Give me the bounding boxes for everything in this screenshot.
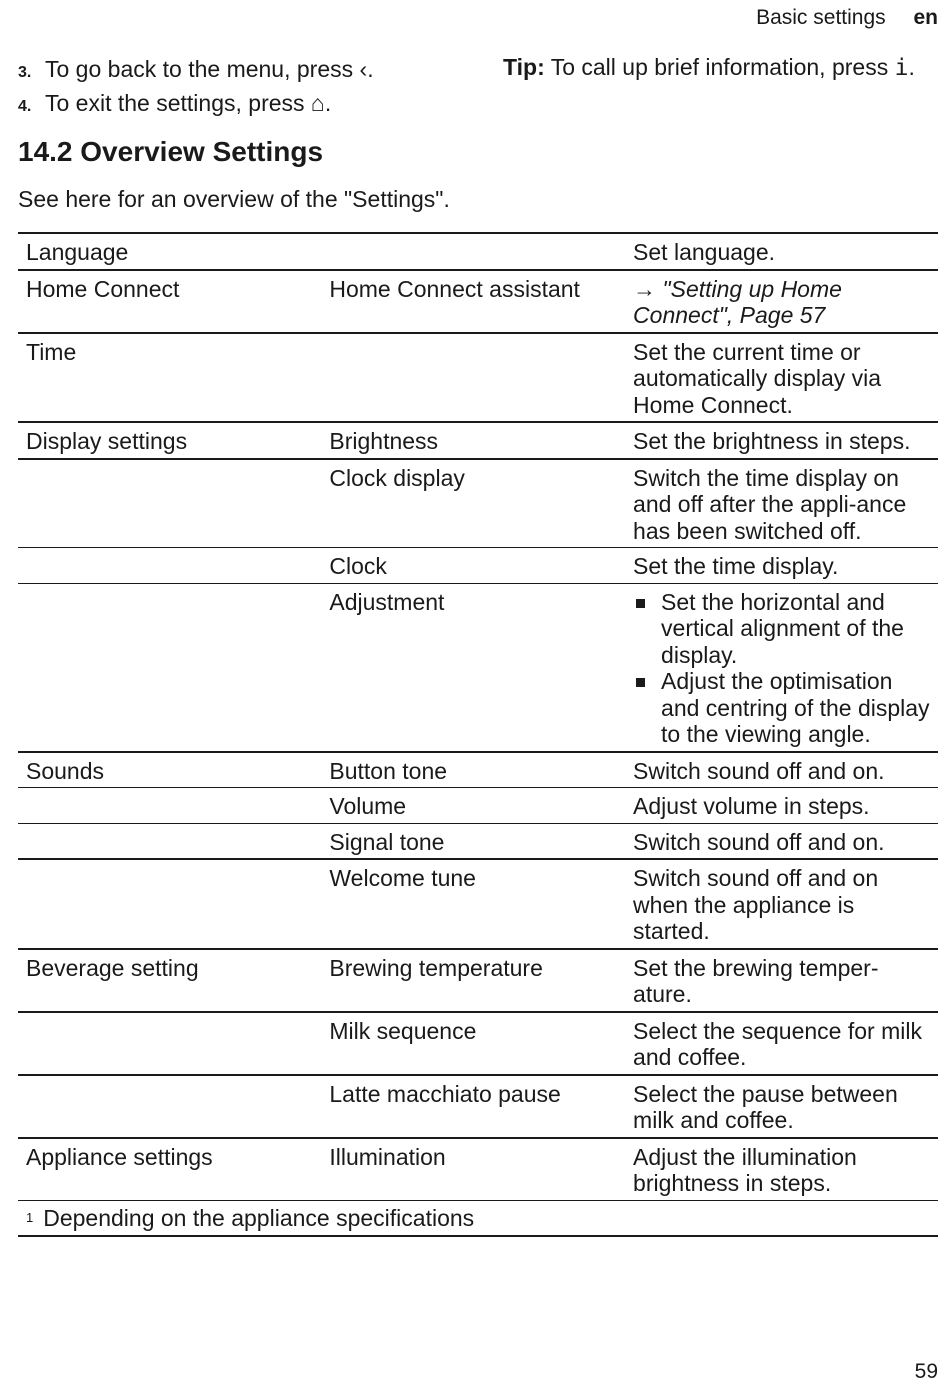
table-row bbox=[18, 788, 938, 824]
setting-description: Switch the time display on and off after the appli-ance has been switched off. bbox=[633, 464, 907, 544]
step-text: To exit the settings, press bbox=[45, 90, 311, 116]
info-icon: i bbox=[894, 55, 909, 81]
setting-category bbox=[18, 859, 321, 949]
setting-option: Brewing temperature bbox=[329, 954, 543, 981]
bullet-item: Set the horizontal and vertical alignment of the display. bbox=[633, 589, 930, 669]
setting-category bbox=[18, 823, 321, 859]
table-row bbox=[18, 548, 938, 584]
setting-option: Adjustment bbox=[329, 588, 445, 615]
step-3: 3. To go back to the menu, press ‹. bbox=[18, 54, 488, 88]
setting-category bbox=[18, 548, 321, 584]
setting-description: Switch sound off and on. bbox=[633, 757, 885, 784]
setting-option: Button tone bbox=[329, 757, 448, 784]
table-row bbox=[18, 1075, 938, 1138]
setting-description: Set the time display. bbox=[633, 553, 839, 579]
page-number: 59 bbox=[914, 1360, 938, 1383]
table-footnote bbox=[18, 1200, 938, 1236]
section-title: 14.2 Overview Settings bbox=[18, 136, 324, 167]
setting-category bbox=[18, 583, 321, 752]
setting-category: Language bbox=[26, 239, 129, 265]
table-row bbox=[18, 583, 938, 752]
step-number: 4. bbox=[18, 98, 32, 115]
table-row bbox=[18, 752, 938, 788]
table-row bbox=[18, 333, 938, 423]
setting-description: Set the brewing temper-ature. bbox=[633, 954, 879, 1007]
setting-category: Beverage setting bbox=[26, 954, 199, 981]
setting-option bbox=[321, 233, 625, 270]
step-number: 3. bbox=[18, 64, 32, 81]
setting-description: Switch sound off and on when the appliance is started. bbox=[633, 865, 879, 944]
tip-label: Tip: bbox=[503, 54, 545, 80]
setting-description: Adjust the illumination brightness in steps. bbox=[633, 1143, 857, 1196]
setting-description: Set language. bbox=[633, 239, 775, 265]
setting-option: Welcome tune bbox=[329, 865, 476, 891]
setting-option: Clock display bbox=[329, 464, 465, 491]
setting-option: Volume bbox=[329, 793, 407, 819]
setting-category: Time bbox=[26, 338, 77, 365]
tip-text: To call up brief information, press bbox=[544, 54, 895, 80]
setting-category bbox=[18, 1012, 321, 1075]
setting-option: Home Connect assistant bbox=[329, 275, 580, 302]
setting-option: Signal tone bbox=[329, 828, 445, 855]
setting-description: Set the current time or automatically display via Home Connect. bbox=[633, 338, 882, 418]
table-footnote-row bbox=[18, 1200, 938, 1236]
table-row bbox=[18, 459, 938, 548]
page-reference: → "Setting up Home Connect", Page 57 bbox=[633, 275, 842, 328]
footnote-mark: 1 bbox=[26, 1209, 34, 1225]
table-row bbox=[18, 1012, 938, 1075]
setting-category bbox=[18, 788, 321, 824]
steps-list bbox=[18, 54, 488, 122]
header-section-title: Basic settings bbox=[756, 6, 886, 29]
setting-description: Switch sound off and on. bbox=[633, 828, 885, 855]
table-row bbox=[18, 233, 938, 270]
home-icon: ⌂ bbox=[310, 90, 325, 116]
setting-description: Select the sequence for milk and coffee. bbox=[633, 1017, 922, 1070]
tip-box: Tip: To call up brief information, press i. bbox=[503, 54, 915, 81]
setting-description: Set the brightness in steps. bbox=[633, 428, 911, 454]
setting-category bbox=[18, 459, 321, 548]
setting-description bbox=[625, 583, 938, 752]
table-row bbox=[18, 422, 938, 459]
footnote-text: Depending on the appliance specifications bbox=[43, 1204, 475, 1231]
step-text: To go back to the menu, press bbox=[45, 56, 360, 82]
table-row bbox=[18, 823, 938, 859]
setting-option: Milk sequence bbox=[329, 1017, 477, 1044]
setting-option bbox=[321, 333, 625, 423]
page-header bbox=[756, 6, 938, 30]
setting-category: Home Connect bbox=[26, 275, 180, 302]
setting-category bbox=[18, 1075, 321, 1138]
setting-option: Clock bbox=[329, 553, 387, 579]
setting-description: Select the pause between milk and coffee. bbox=[633, 1080, 898, 1133]
chevron-left-icon: ‹ bbox=[359, 56, 368, 82]
table-row bbox=[18, 859, 938, 949]
setting-option: Illumination bbox=[329, 1143, 446, 1170]
setting-category: Sounds bbox=[26, 757, 105, 784]
setting-category: Appliance settings bbox=[26, 1143, 213, 1170]
step-4: 4. To exit the settings, press ⌂. bbox=[18, 88, 488, 122]
header-language: en bbox=[913, 6, 938, 29]
bullet-list bbox=[633, 589, 930, 748]
setting-category: Display settings bbox=[26, 428, 188, 454]
intro-text: See here for an overview of the "Settings". bbox=[18, 186, 450, 212]
setting-option: Latte macchiato pause bbox=[329, 1080, 561, 1107]
setting-option: Brightness bbox=[329, 428, 439, 454]
settings-overview-table bbox=[18, 232, 938, 1237]
table-row bbox=[18, 949, 938, 1012]
table-row bbox=[18, 1138, 938, 1201]
bullet-item: Adjust the optimisation and centring of the display to the viewing angle. bbox=[633, 668, 930, 748]
table-row bbox=[18, 270, 938, 333]
setting-description: Adjust volume in steps. bbox=[633, 793, 870, 819]
